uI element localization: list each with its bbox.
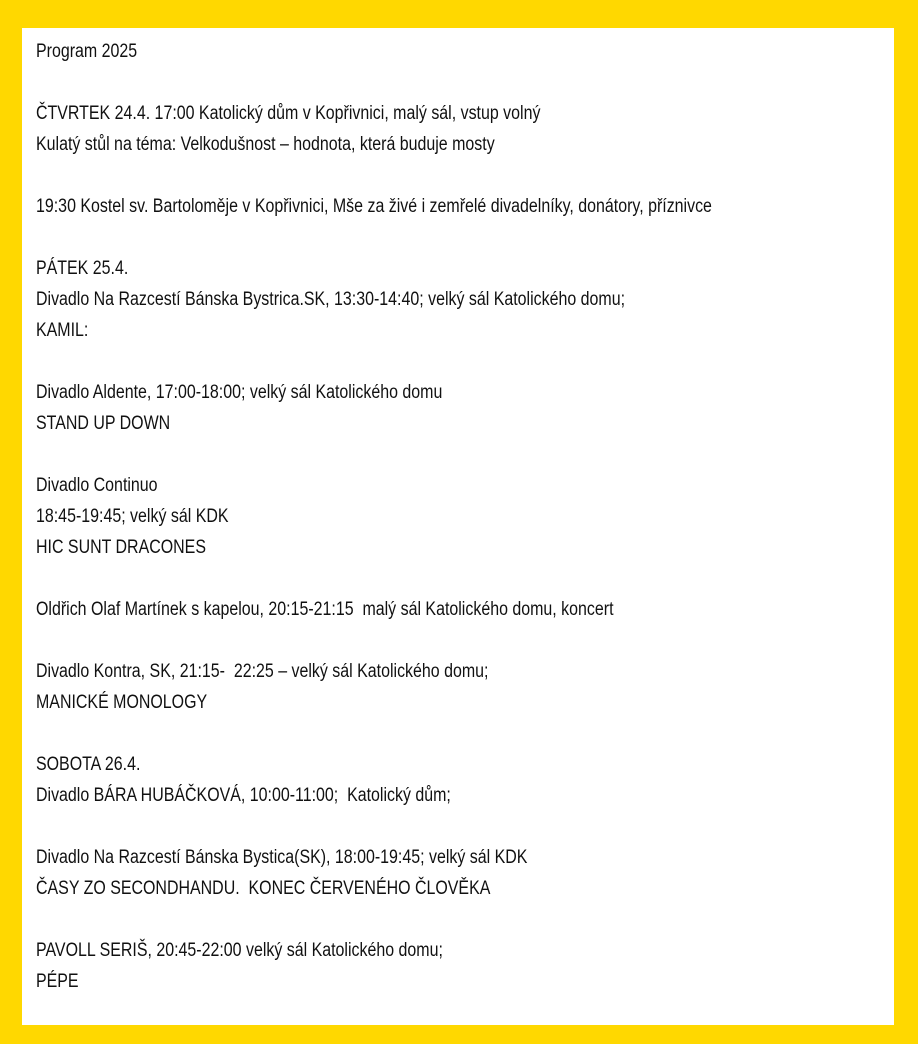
event-title: ČASY ZO SECONDHANDU. KONEC ČERVENÉHO ČLOVĚKA (36, 878, 491, 899)
saturday-header: SOBOTA 26.4. (36, 754, 141, 775)
event-line: PAVOLL SERIŠ, 20:45-22:00 velký sál Katolického domu; (36, 940, 443, 961)
event-title: HIC SUNT DRACONES (36, 537, 206, 558)
event-title: STAND UP DOWN (36, 413, 171, 434)
event-line: Oldřich Olaf Martínek s kapelou, 20:15-21:15 malý sál Katolického domu, koncert (36, 599, 614, 620)
event-title: KAMIL: (36, 320, 89, 341)
event-line: Divadlo Na Razcestí Bánska Bystrica.SK, 13:30-14:40; velký sál Katolického domu; (36, 289, 626, 310)
event-line: Divadlo BÁRA HUBÁČKOVÁ, 10:00-11:00; Katolický dům; (36, 785, 451, 806)
event-line: 18:45-19:45; velký sál KDK (36, 506, 229, 527)
mass-line: 19:30 Kostel sv. Bartoloměje v Kopřivnici, Mše za živé i zemřelé divadelníky, donátory, příznivce (36, 196, 712, 217)
program-text (36, 36, 893, 997)
event-title: MANICKÉ MONOLOGY (36, 692, 208, 713)
thursday-header-line: ČTVRTEK 24.4. 17:00 Katolický dům v Kopřivnici, malý sál, vstup volný (36, 103, 541, 124)
event-line: Divadlo Na Razcestí Bánska Bystica(SK), 18:00-19:45; velký sál KDK (36, 847, 528, 868)
friday-header: PÁTEK 25.4. (36, 258, 129, 279)
event-title: PÉPE (36, 971, 79, 992)
program-title: Program 2025 (36, 41, 138, 62)
document-frame (22, 28, 894, 1025)
event-line: Divadlo Aldente, 17:00-18:00; velký sál Katolického domu (36, 382, 443, 403)
event-line: Divadlo Kontra, SK, 21:15- 22:25 – velký sál Katolického domu; (36, 661, 489, 682)
event-line: Divadlo Continuo (36, 475, 158, 496)
round-table-line: Kulatý stůl na téma: Velkodušnost – hodnota, která buduje mosty (36, 134, 495, 155)
